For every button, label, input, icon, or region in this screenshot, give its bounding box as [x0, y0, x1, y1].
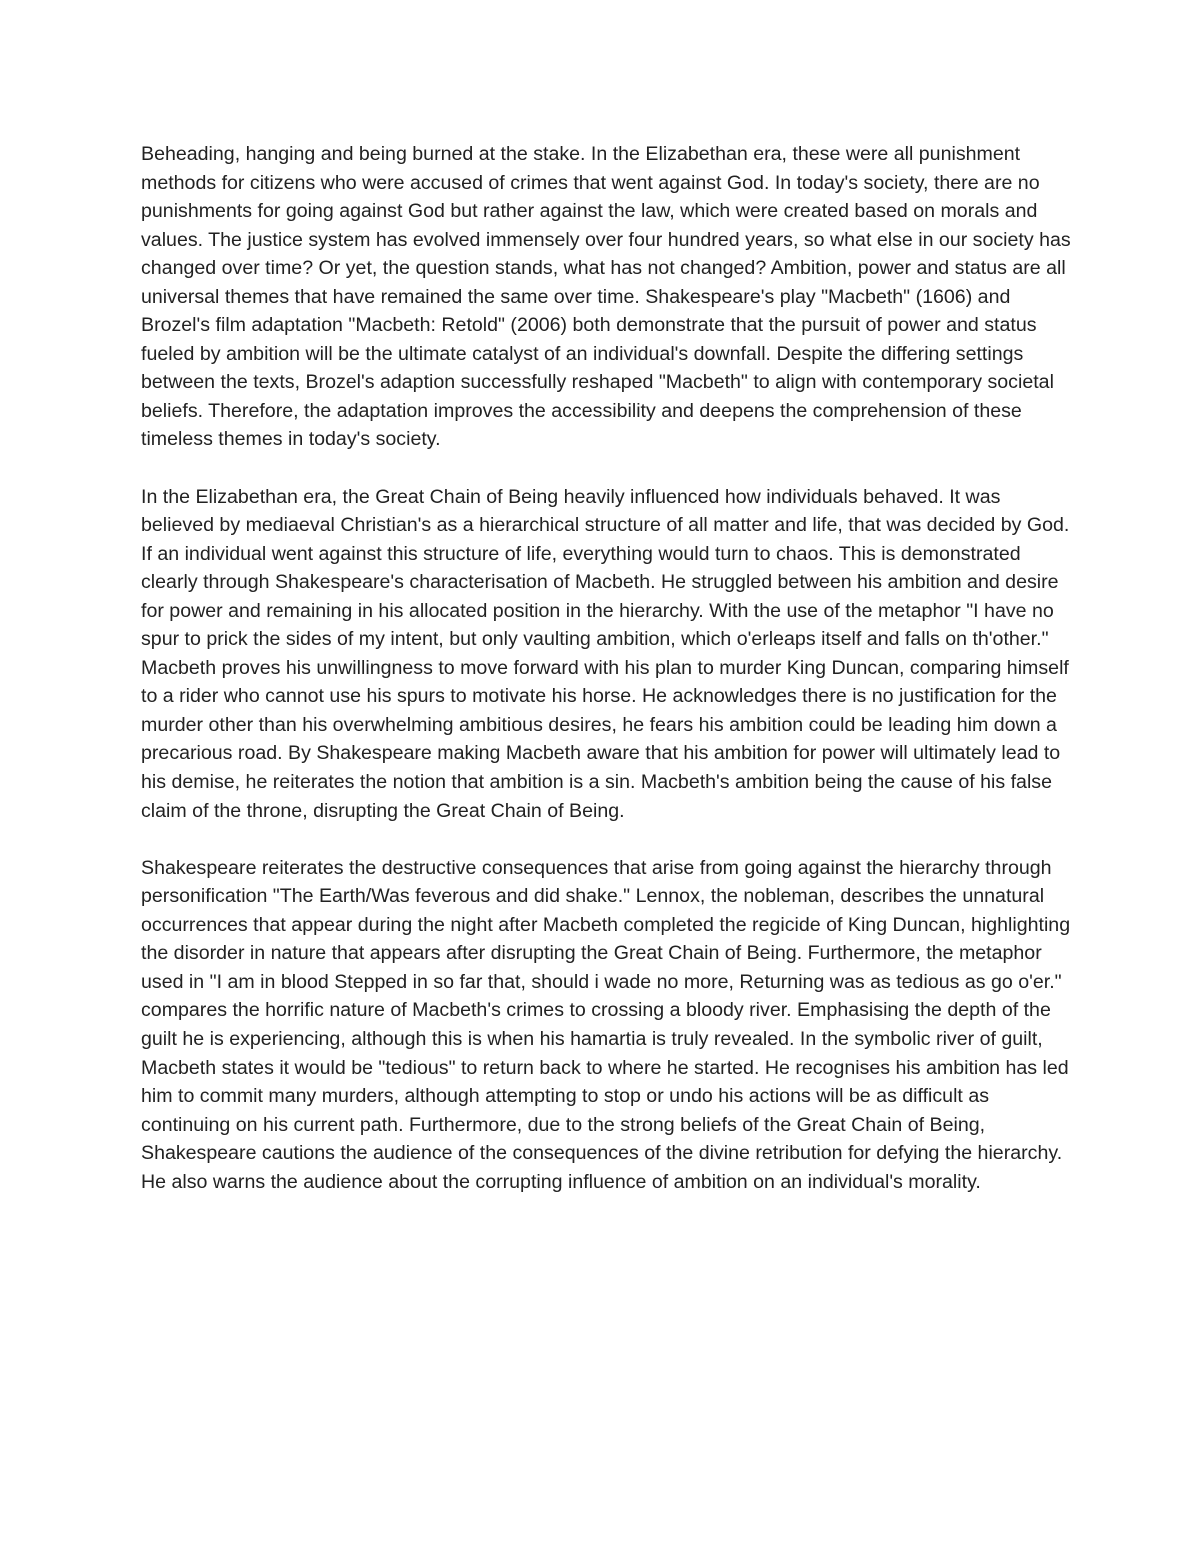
- paragraph-introduction: Beheading, hanging and being burned at the stake. In the Elizabethan era, these were all punishment methods for citizens who were accused of crimes that went against God. In today's society, there are no punishments for going against God but rather against the law, which were created based on morals and values. The justice system has evolved immensely over four hundred years, so what else in our society has changed over time? Or yet, the question stands, what has not changed? Ambition, power and status are all universal themes that have remained the same over time. Shakespeare's play "Macbeth" (1606) and Brozel's film adaptation "Macbeth: Retold" (2006) both demonstrate that the pursuit of power and status fueled by ambition will be the ultimate catalyst of an individual's downfall. Despite the differing settings between the texts, Brozel's adaption successfully reshaped "Macbeth" to align with contemporary societal beliefs. Therefore, the adaptation improves the accessibility and deepens the comprehension of these timeless themes in today's society.: [141, 143, 1071, 451]
- paragraph-great-chain-of-being: In the Elizabethan era, the Great Chain of Being heavily influenced how individuals behaved. It was believed by mediaeval Christian's as a hierarchical structure of all matter and life, that was decided by God. If an individual went against this structure of life, everything would turn to chaos. This is demonstrated clearly through Shakespeare's characterisation of Macbeth. He struggled between his ambition and desire for power and remaining in his allocated position in the hierarchy. With the use of the metaphor "I have no spur to prick the sides of my intent, but only vaulting ambition, which o'erleaps itself and falls on th'other." Macbeth proves his unwillingness to move forward with his plan to murder King Duncan, comparing himself to a rider who cannot use his spurs to motivate his horse. He acknowledges there is no justification for the murder other than his overwhelming ambitious desires, he fears his ambition could be leading him down a precarious road. By Shakespeare making Macbeth aware that his ambition for power will ultimately lead to his demise, he reiterates the notion that ambition is a sin. Macbeth's ambition being the cause of his false claim of the throne, disrupting the Great Chain of Being.: [141, 485, 1070, 822]
- paragraph-destructive-consequences: Shakespeare reiterates the destructive consequences that arise from going against the hierarchy through personification "The Earth/Was feverous and did shake." Lennox, the nobleman, describes the unnatural occurrences that appear during the night after Macbeth completed the regicide of King Duncan, highlighting the disorder in nature that appears after disrupting the Great Chain of Being. Furthermore, the metaphor used in "I am in blood Stepped in so far that, should i wade no more, Returning was as tedious as go o'er." compares the horrific nature of Macbeth's crimes to crossing a bloody river. Emphasising the depth of the guilt he is experiencing, although this is when his hamartia is truly revealed. In the symbolic river of guilt, Macbeth states it would be "tedious" to return back to where he started. He recognises his ambition has led him to commit many murders, although attempting to stop or undo his actions will be as difficult as continuing on his current path. Furthermore, due to the strong beliefs of the Great Chain of Being, Shakespeare cautions the audience of the consequences of the divine retribution for defying the hierarchy. He also warns the audience about the corrupting influence of ambition on an individual's morality.: [141, 856, 1071, 1193]
- document-body: [141, 140, 1071, 1225]
